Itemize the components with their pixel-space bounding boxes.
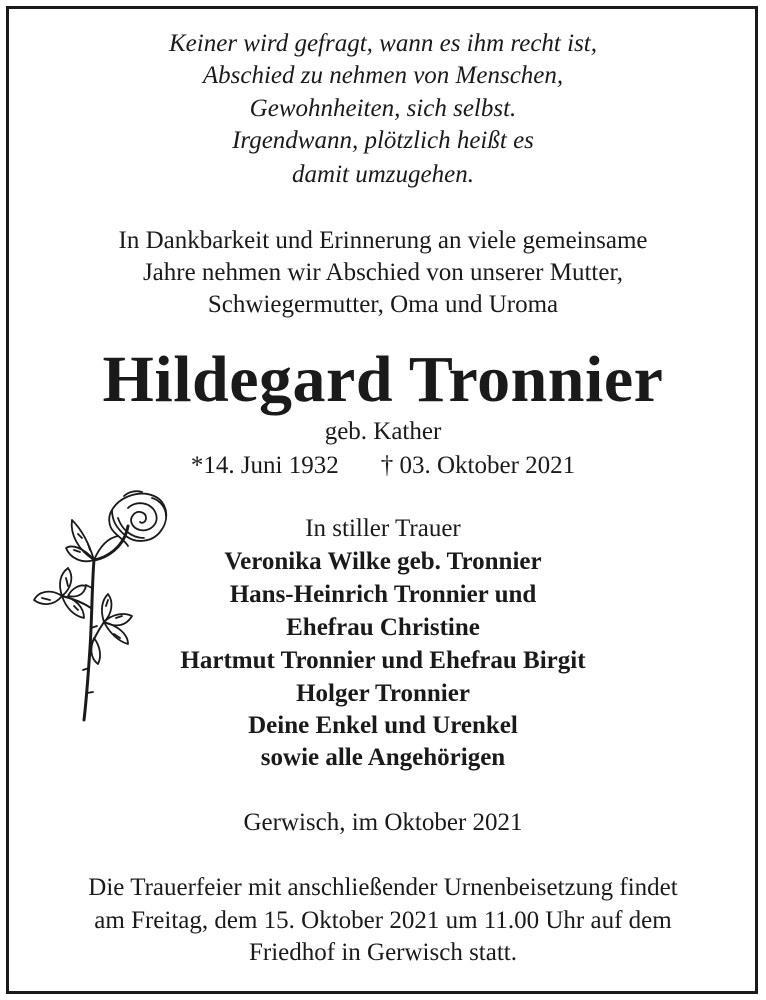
mourner-line: Ehefrau Christine — [286, 614, 480, 641]
poem-line: Abschied zu nehmen von Menschen, — [202, 62, 564, 89]
life-dates — [0, 451, 766, 481]
mourner-line: Veronika Wilke geb. Tronnier — [224, 548, 542, 575]
mourner-line: sowie alle Angehörigen — [260, 744, 506, 771]
deceased-name: Hildegard Tronnier — [102, 343, 664, 416]
funeral-line: Friedhof in Gerwisch statt. — [248, 939, 517, 966]
mourner-line: Hans-Heinrich Tronnier und — [229, 581, 537, 608]
place-date: Gerwisch, im Oktober 2021 — [243, 809, 523, 836]
mourner-line: Deine Enkel und Urenkel — [248, 712, 518, 739]
funeral-line: am Freitag, dem 15. Oktober 2021 um 11.00 Uhr auf dem — [94, 907, 672, 934]
birth-date: *14. Juni 1932 — [190, 452, 339, 479]
mourner-line: Hartmut Tronnier und Ehefrau Birgit — [180, 647, 586, 674]
poem-line: Irgendwann, plötzlich heißt es — [232, 127, 534, 154]
mourner-line: Holger Tronnier — [296, 680, 470, 707]
mourners-heading: In stiller Trauer — [305, 515, 461, 542]
intro-line: Schwiegermutter, Oma und Uroma — [207, 291, 559, 318]
intro-line: Jahre nehmen wir Abschied von unserer Mutter, — [142, 259, 624, 286]
poem-line: Gewohnheiten, sich selbst. — [249, 95, 517, 122]
intro-line: In Dankbarkeit und Erinnerung an viele gemeinsame — [118, 227, 648, 254]
poem-line: Keiner wird gefragt, wann es ihm recht ist, — [169, 30, 597, 57]
death-date: † 03. Oktober 2021 — [380, 452, 576, 479]
funeral-line: Die Trauerfeier mit anschließender Urnenbeisetzung findet — [88, 874, 678, 901]
maiden-name: geb. Kather — [324, 418, 442, 445]
poem-line: damit umzugehen. — [292, 161, 474, 188]
